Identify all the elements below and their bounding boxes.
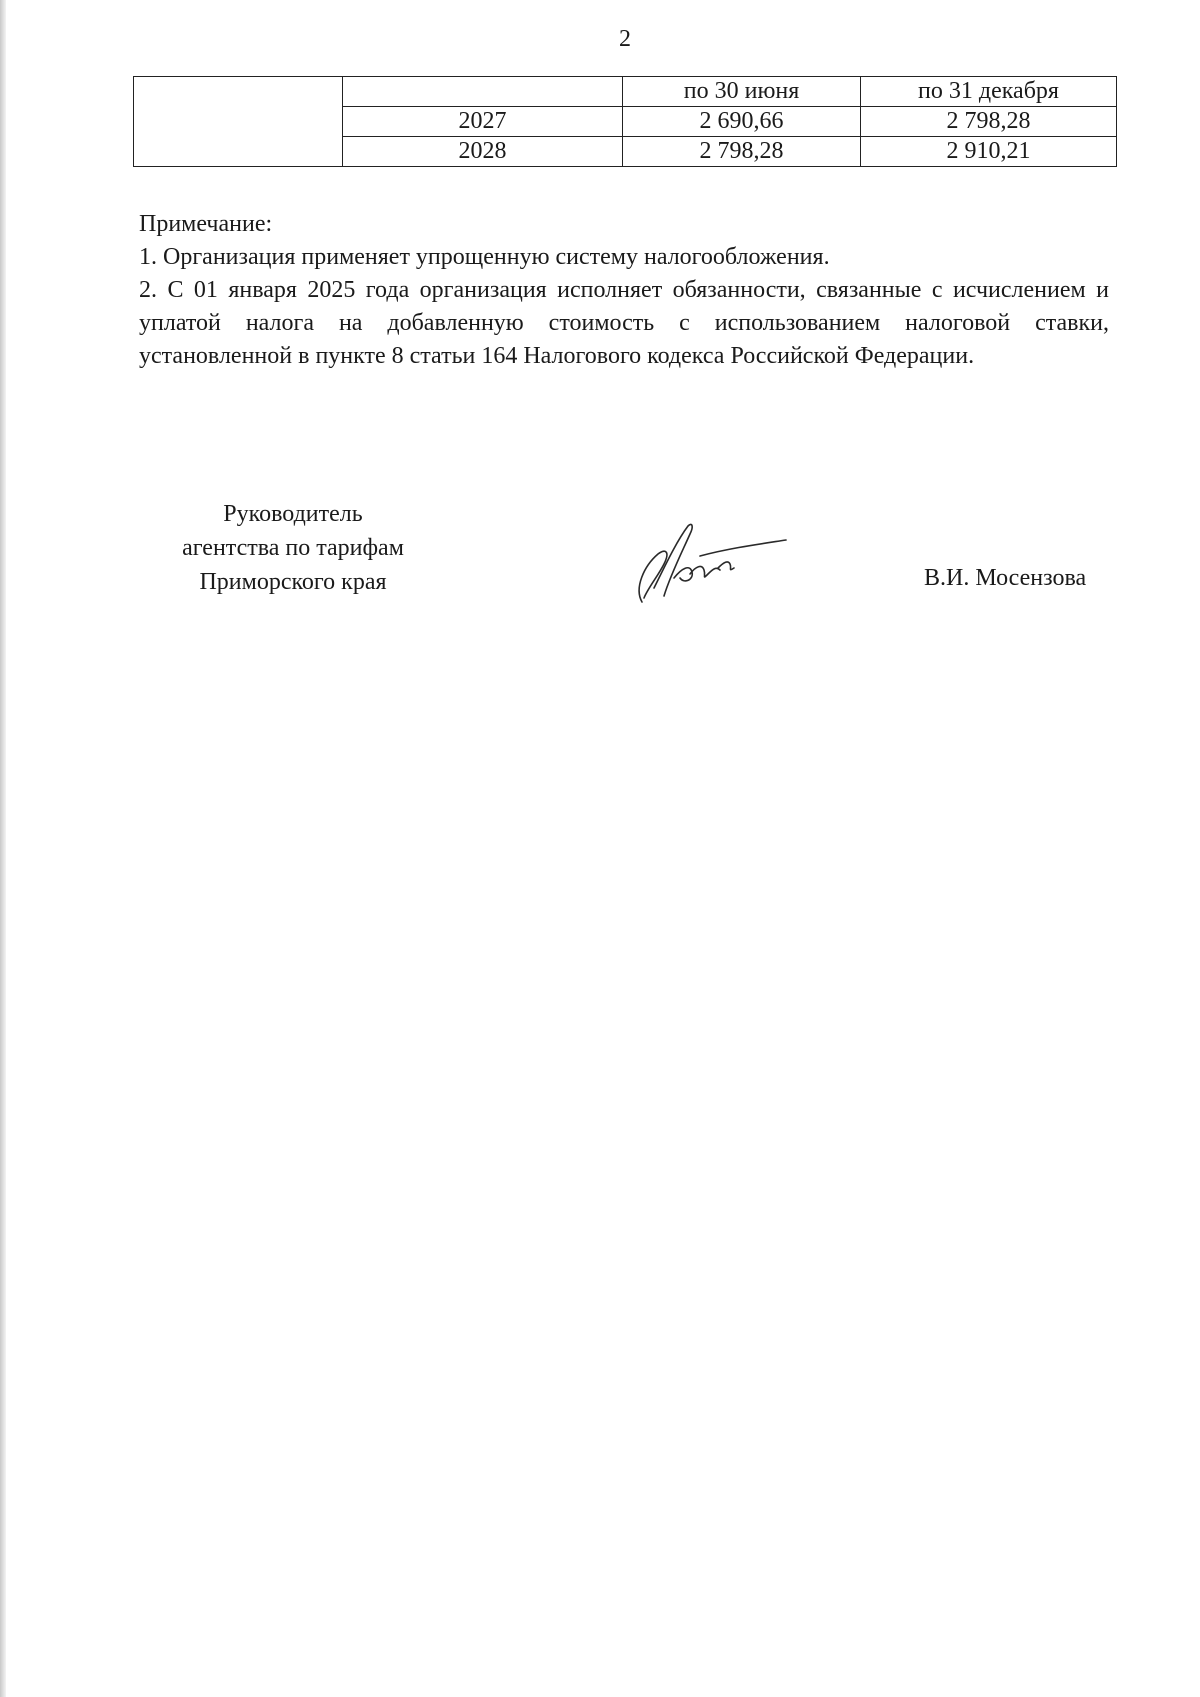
notes-section xyxy=(139,208,1109,373)
table-header-cell: по 31 декабря xyxy=(861,77,1117,107)
table-header-row xyxy=(134,77,1117,107)
tariff-table xyxy=(133,76,1117,167)
merged-blank-cell xyxy=(134,77,343,167)
year-cell: 2028 xyxy=(343,137,623,167)
value-cell: 2 798,28 xyxy=(623,137,861,167)
handwritten-signature xyxy=(630,518,790,608)
year-cell: 2027 xyxy=(343,107,623,137)
signer-position-line: Приморского края xyxy=(199,569,387,595)
page-number: 2 xyxy=(619,26,631,52)
value-cell: 2 690,66 xyxy=(623,107,861,137)
scan-edge-shadow xyxy=(0,0,6,1697)
note-item: 1. Организация применяет упрощенную систему налогообложения. xyxy=(139,244,830,270)
signer-position xyxy=(140,497,446,599)
signer-position-line: Руководитель xyxy=(223,501,363,527)
signer-position-line: агентства по тарифам xyxy=(182,535,404,561)
note-item: 2. С 01 января 2025 года организация исполняет обязанности, связанные с исчислением и уплатой налога на добавленную стоимость с использованием налоговой ставки, установленной в пункте 8 статьи 164 Налогового кодекса Российской Федерации. xyxy=(139,277,1109,369)
signer-name: В.И. Мосензова xyxy=(924,565,1087,591)
value-cell: 2 798,28 xyxy=(861,107,1117,137)
table-header-cell xyxy=(343,77,623,107)
table-header-cell: по 30 июня xyxy=(623,77,861,107)
value-cell: 2 910,21 xyxy=(861,137,1117,167)
notes-title: Примечание: xyxy=(139,211,273,237)
